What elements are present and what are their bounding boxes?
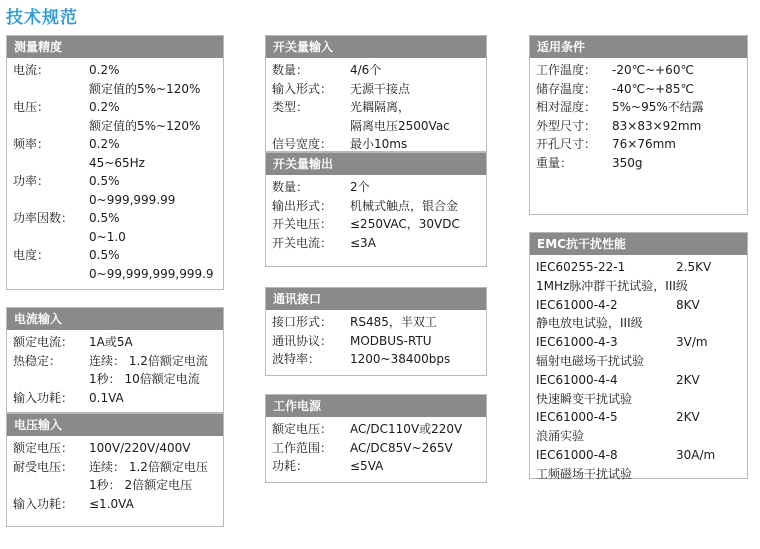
spec-row	[272, 457, 486, 476]
spec-row	[272, 350, 486, 369]
spec-row	[13, 154, 223, 173]
spec-label: 数量：	[272, 63, 309, 77]
spec-label: IEC61000-4-4	[536, 372, 618, 387]
spec-value: AC/DC85V~265V	[350, 440, 453, 455]
spec-row	[13, 352, 223, 371]
spec-row	[13, 191, 223, 210]
spec-label: IEC61000-4-2	[536, 297, 618, 312]
spec-label: 开孔尺寸：	[536, 137, 597, 151]
spec-label: 电压：	[13, 100, 50, 114]
spec-value: 8KV	[676, 297, 700, 312]
spec-row	[13, 333, 223, 352]
spec-value: 2KV	[676, 372, 700, 387]
spec-value: 隔离电压2500Vac	[350, 118, 450, 133]
spec-value: 0.5%	[89, 211, 120, 225]
spec-value: 1200~38400bps	[350, 352, 451, 366]
spec-row	[536, 117, 747, 136]
spec-row	[13, 265, 223, 284]
spec-value: 2个	[350, 180, 370, 194]
spec-row	[13, 98, 223, 117]
spec-label: 额定电压：	[13, 441, 74, 455]
spec-label: 工频磁场干扰试验	[536, 466, 633, 481]
measurement-accuracy-panel	[6, 35, 224, 290]
panel-header: 通讯接口	[266, 288, 486, 310]
spec-row	[272, 313, 486, 332]
spec-row	[13, 80, 223, 99]
spec-row	[13, 172, 223, 191]
conditions-panel	[529, 35, 748, 215]
panel-header: 开关量输出	[266, 153, 486, 175]
spec-row	[536, 371, 747, 390]
spec-label: 信号宽度：	[272, 137, 333, 151]
spec-label: 频率：	[13, 137, 50, 151]
spec-label: 通讯协议：	[272, 333, 333, 348]
spec-row	[536, 465, 747, 484]
spec-row	[536, 296, 747, 315]
spec-row	[13, 439, 223, 458]
spec-row	[272, 234, 486, 253]
panel-header: 工作电源	[266, 395, 486, 417]
spec-value: 0.2%	[89, 63, 120, 77]
spec-label: 额定电压：	[272, 422, 333, 436]
spec-value: ≤250VAC，30VDC	[350, 217, 460, 231]
spec-row	[272, 332, 486, 351]
spec-value: AC/DC110V或220V	[350, 422, 463, 436]
spec-label: 开关电流：	[272, 235, 333, 250]
spec-row	[13, 458, 223, 477]
spec-row	[272, 61, 486, 80]
spec-value: 光耦隔离，	[350, 100, 411, 114]
spec-value: 2.5KV	[676, 260, 712, 274]
spec-label: 相对湿度：	[536, 100, 597, 114]
spec-label: 输入功耗：	[13, 496, 74, 511]
spec-label: 功率：	[13, 174, 50, 188]
panel-header: 适用条件	[530, 36, 747, 58]
spec-label: 耐受电压：	[13, 459, 74, 474]
spec-rows	[7, 330, 223, 407]
spec-value: 30A/m	[676, 447, 716, 462]
spec-row	[536, 446, 747, 465]
switch-input-panel	[265, 35, 487, 152]
spec-value: MODBUS-RTU	[350, 333, 432, 348]
spec-label: IEC61000-4-5	[536, 410, 618, 425]
spec-label: 工作范围：	[272, 440, 333, 455]
spec-label: 辐射电磁场干扰试验	[536, 353, 645, 368]
panel-header: 测量精度	[7, 36, 223, 58]
spec-row	[13, 61, 223, 80]
switch-output-panel	[265, 152, 487, 267]
spec-label: 静电放电试验，III级	[536, 316, 643, 331]
spec-row	[13, 495, 223, 514]
spec-row	[272, 117, 486, 136]
spec-value: 额定值的5%~120%	[89, 118, 201, 133]
spec-value: 83×83×92mm	[612, 118, 702, 133]
spec-value: 5%~95%不结露	[612, 100, 704, 114]
spec-value: 额定值的5%~120%	[89, 81, 201, 96]
spec-label: 工作温度：	[536, 63, 597, 77]
panel-header: 开关量输入	[266, 36, 486, 58]
spec-label: 数量：	[272, 180, 309, 194]
spec-label: 储存温度：	[536, 81, 597, 96]
spec-label: 功耗：	[272, 459, 309, 473]
spec-value: 连续： 1.2倍额定电流	[89, 353, 208, 368]
spec-value: 0~99,999,999,999.9	[89, 266, 214, 281]
spec-row	[272, 197, 486, 216]
spec-value: 0.2%	[89, 137, 120, 151]
spec-value: 76×76mm	[612, 137, 676, 151]
spec-label: 电流：	[13, 63, 50, 77]
spec-value: ≤3A	[350, 235, 376, 250]
spec-value: 0~1.0	[89, 229, 126, 244]
panel-header: 电流输入	[7, 308, 223, 330]
spec-row	[272, 80, 486, 99]
spec-label: 热稳定：	[13, 353, 62, 368]
spec-label: 额定电流：	[13, 335, 74, 349]
spec-row	[13, 228, 223, 247]
spec-label: IEC61000-4-3	[536, 335, 618, 350]
spec-row	[536, 333, 747, 352]
spec-value: -40℃~+85℃	[612, 81, 694, 96]
spec-row	[536, 135, 747, 154]
spec-value: 机械式触点，银合金	[350, 198, 459, 213]
spec-row	[13, 476, 223, 495]
spec-label: 输入形式：	[272, 81, 333, 96]
spec-row	[272, 98, 486, 117]
spec-row	[13, 117, 223, 136]
spec-row	[272, 439, 486, 458]
spec-row	[272, 420, 486, 439]
current-input-panel	[6, 307, 224, 413]
spec-rows	[266, 58, 486, 154]
spec-value: 45~65Hz	[89, 155, 145, 170]
spec-value: 3V/m	[676, 335, 708, 350]
spec-row	[536, 427, 747, 446]
emc-panel	[529, 232, 748, 479]
spec-label: 浪涌实验	[536, 429, 585, 444]
spec-rows	[530, 58, 747, 172]
spec-label: 1MHz脉冲群干扰试验，III级	[536, 278, 688, 293]
spec-value: ≤5VA	[350, 459, 384, 473]
spec-value: 连续： 1.2倍额定电压	[89, 459, 208, 474]
spec-row	[13, 209, 223, 228]
spec-label: 接口形式：	[272, 315, 333, 329]
spec-row	[536, 277, 747, 296]
page-title: 技术规范	[6, 8, 78, 28]
communication-panel	[265, 287, 487, 376]
panel-header: EMC抗干扰性能	[530, 233, 747, 255]
spec-label: 电度：	[13, 248, 50, 262]
spec-value: 0.5%	[89, 174, 120, 188]
spec-value: 最小10ms	[350, 137, 408, 151]
spec-label: 输出形式：	[272, 198, 333, 213]
spec-value: 4/6个	[350, 63, 382, 77]
spec-row	[536, 352, 747, 371]
spec-rows	[266, 310, 486, 369]
spec-row	[13, 246, 223, 265]
spec-row	[536, 258, 747, 277]
spec-label: IEC61000-4-8	[536, 447, 618, 462]
spec-value: 0.5%	[89, 248, 120, 262]
spec-rows	[266, 417, 486, 476]
spec-value: 0.1VA	[89, 390, 124, 405]
spec-row	[272, 135, 486, 154]
spec-value: 0~999,999.99	[89, 192, 176, 207]
spec-rows	[7, 436, 223, 513]
spec-label: 外型尺寸：	[536, 118, 597, 133]
spec-label: 开关电压：	[272, 217, 333, 231]
spec-label: IEC60255-22-1	[536, 260, 626, 274]
spec-row	[13, 389, 223, 408]
panel-header: 电压输入	[7, 414, 223, 436]
spec-label: 快速瞬变干扰试验	[536, 391, 633, 406]
spec-label: 功率因数：	[13, 211, 74, 225]
spec-label: 输入功耗：	[13, 390, 74, 405]
spec-value: 100V/220V/400V	[89, 441, 191, 455]
spec-row	[536, 154, 747, 173]
spec-value: 无源干接点	[350, 81, 411, 96]
spec-label: 重量：	[536, 155, 573, 170]
voltage-input-panel	[6, 413, 224, 527]
spec-row	[536, 314, 747, 333]
spec-row	[536, 390, 747, 409]
spec-value: ≤1.0VA	[89, 496, 134, 511]
spec-value: -20℃~+60℃	[612, 63, 694, 77]
spec-row	[536, 80, 747, 99]
spec-value: 1A或5A	[89, 335, 133, 349]
spec-value: 350g	[612, 155, 643, 170]
spec-rows	[266, 175, 486, 252]
spec-row	[536, 98, 747, 117]
power-supply-panel	[265, 394, 487, 483]
spec-value: 1秒： 10倍额定电流	[89, 372, 200, 386]
spec-value: 1秒： 2倍额定电压	[89, 478, 193, 492]
spec-row	[536, 408, 747, 427]
spec-row	[536, 61, 747, 80]
spec-row	[13, 135, 223, 154]
spec-row	[272, 178, 486, 197]
spec-value: 2KV	[676, 410, 700, 425]
spec-rows	[7, 58, 223, 283]
spec-value: 0.2%	[89, 100, 120, 114]
spec-value: RS485，半双工	[350, 315, 437, 329]
spec-row	[272, 215, 486, 234]
spec-rows	[530, 255, 747, 484]
spec-label: 波特率：	[272, 352, 321, 366]
spec-row	[13, 370, 223, 389]
spec-label: 类型：	[272, 100, 309, 114]
